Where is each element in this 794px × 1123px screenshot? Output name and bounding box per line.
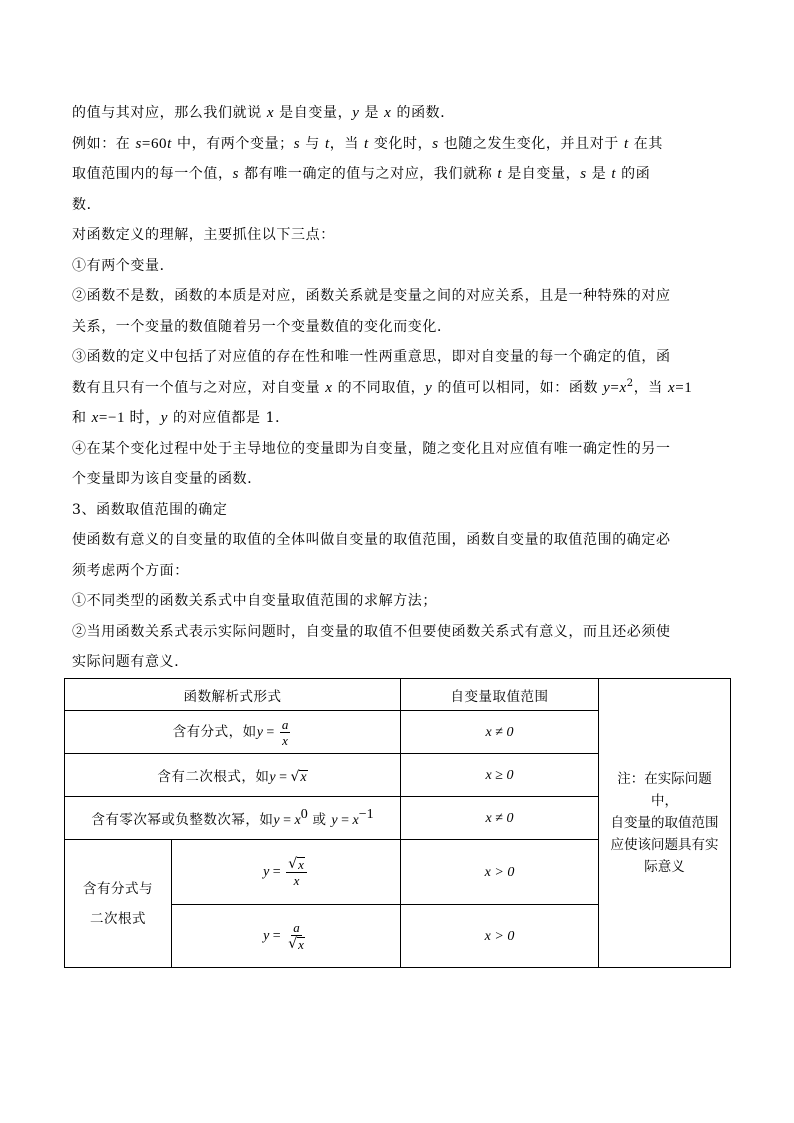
paragraph-line: 和 x=−1 时，y 的对应值都是 1． [72, 410, 290, 426]
paragraph-line: 关系，一个变量的数值随着另一个变量数值的变化而变化． [72, 318, 452, 335]
header-form: 函数解析式形式 [65, 679, 401, 711]
paragraph-line: ②函数不是数，函数的本质是对应，函数关系就是变量之间的对应关系，且是一种特殊的对应 [72, 288, 671, 304]
function-domain-table [64, 678, 731, 968]
paragraph-line: ②当用函数关系式表示实际问题时，自变量的取值不但要使函数关系式有意义，而且还必须使 [72, 623, 671, 640]
square-root: √ x [288, 936, 304, 952]
fraction: √ x x [286, 856, 307, 888]
paragraph-line: 数有且只有一个值与之对应，对自变量 x 的不同取值，y 的值可以相同，如：函数 $y=x^2$，当 x=1 [72, 377, 693, 396]
paragraph-line: ④在某个变化过程中处于主导地位的变量即为自变量，随之变化且对应值有唯一确定性的另一 [72, 440, 671, 457]
group-label-cell: 含有分式与 二次根式 [65, 840, 172, 968]
note-cell [599, 679, 731, 968]
paragraph-line: 个变量即为该自变量的函数． [72, 471, 262, 487]
paragraph-line: 例如：在 s=60t 中，有两个变量；s 与 t，当 t 变化时，s 也随之发生变化，并且对于 t 在其 [72, 135, 664, 152]
note-text: 注：在实际问题中， 自变量的取值范围 应使该问题具有实 际意义 [610, 771, 719, 875]
range-cell: x ≠ 0 [401, 711, 599, 754]
paragraph-line: 对函数定义的理解，主要抓住以下三点： [72, 227, 335, 243]
square-root: √ x [290, 768, 307, 785]
square-root: √ x [288, 856, 304, 872]
paragraph-line: 须考虑两个方面： [72, 562, 189, 579]
form-cell: 含有二次根式，如y = √ x [65, 754, 401, 797]
paragraph-line: 使函数有意义的自变量的取值的全体叫做自变量的取值范围，函数自变量的取值范围的确定必 [72, 532, 671, 548]
form-cell: 含有零次幂或负整数次幂，如$y = x^0$ 或 $y = x^{-1}$ [65, 797, 401, 840]
paragraph-line: ①不同类型的函数关系式中自变量取值范围的求解方法； [72, 593, 437, 609]
form-cell: 含有分式，如y = $\frac{a}{x}$ [65, 711, 401, 754]
form-cell: y = √ x x [172, 840, 401, 905]
paragraph-line: ①有两个变量． [72, 257, 175, 274]
paragraph-line: 实际问题有意义． [72, 654, 189, 670]
range-cell: x ≥ 0 [401, 754, 599, 797]
paragraph-line: ③函数的定义中包括了对应值的存在性和唯一性两重意思，即对自变量的每一个确定的值，函 [72, 349, 671, 365]
range-cell: x > 0 [401, 840, 599, 905]
paragraph-line: 取值范围内的每一个值，s 都有唯一确定的值与之对应，我们就称 t 是自变量，s 是 t 的函 [72, 166, 651, 182]
table-header-row [65, 679, 731, 711]
fraction: $\frac{a}{x}$ [281, 716, 289, 748]
fraction: a √ x [288, 920, 304, 952]
document-body [72, 98, 728, 678]
range-cell: x ≠ 0 [401, 797, 599, 840]
paragraph-line: 数． [72, 196, 102, 213]
paragraph-line: 的值与其对应，那么我们就说 x 是自变量，y 是 x 的函数． [72, 105, 455, 121]
form-cell: y = a √ x [172, 905, 401, 968]
range-cell: x > 0 [401, 905, 599, 968]
header-range: 自变量取值范围 [401, 679, 599, 711]
section-heading: 3、函数取值范围的确定 [72, 501, 228, 518]
